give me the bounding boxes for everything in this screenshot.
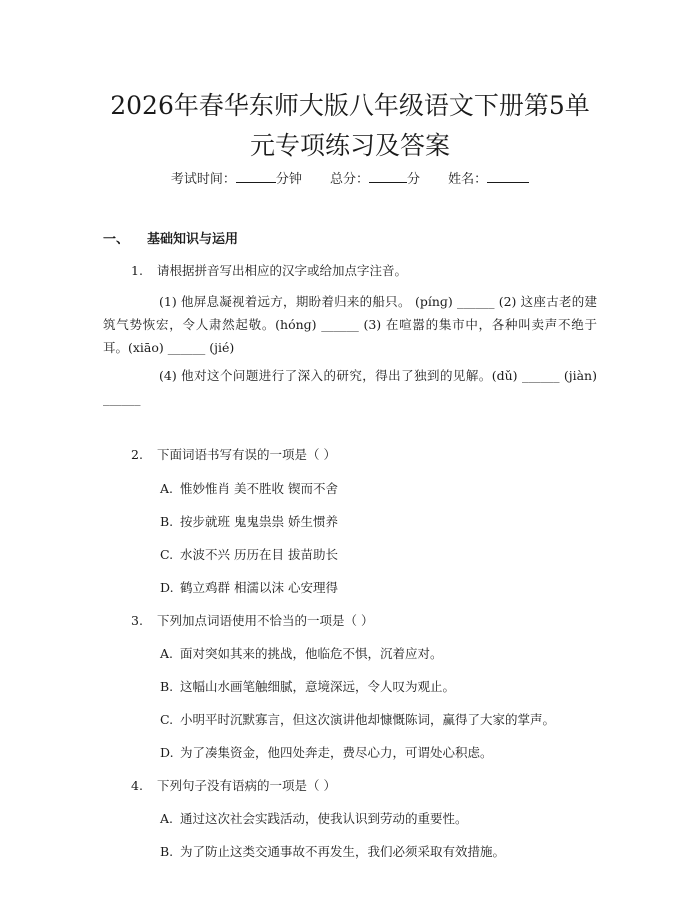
score-label: 总分：	[329, 172, 369, 187]
question-1-part-2: (4) 他对这个问题进行了深入的研究，得出了独到的见解。(dǔ) ______ (jiàn) ______	[103, 368, 597, 406]
name-blank[interactable]	[487, 170, 529, 183]
option-b[interactable]	[160, 843, 505, 861]
question-text: 下列句子没有语病的一项是（ ）	[157, 778, 336, 793]
option-text: 为了凑集资金，他四处奔走，费尽心力，可谓处心积虑。	[180, 745, 493, 760]
exam-info	[0, 170, 700, 189]
option-text: 为了防止这类交通事故不再发生，我们必须采取有效措施。	[180, 844, 506, 859]
option-letter: D.	[160, 580, 174, 595]
question-text: 请根据拼音写出相应的汉字或给加点字注音。	[157, 263, 408, 278]
option-d[interactable]	[160, 744, 493, 762]
option-letter: A.	[160, 811, 174, 826]
option-c[interactable]	[160, 546, 338, 564]
option-letter: C.	[160, 712, 174, 727]
time-blank[interactable]	[236, 170, 276, 183]
option-letter: B.	[160, 679, 174, 694]
time-label: 考试时间：	[170, 172, 236, 187]
question-number: 4.	[131, 778, 143, 793]
section-heading	[103, 231, 238, 249]
option-b[interactable]	[160, 513, 338, 531]
question-1	[131, 262, 407, 280]
option-letter: D.	[160, 745, 174, 760]
option-text: 通过这次社会实践活动，使我认识到劳动的重要性。	[180, 811, 468, 826]
option-a[interactable]	[160, 645, 443, 663]
option-b[interactable]	[160, 678, 455, 696]
score-blank[interactable]	[369, 170, 407, 183]
section-number: 一、	[103, 232, 130, 247]
exam-time	[171, 172, 306, 187]
option-text: 惟妙惟肖 美不胜收 锲而不舍	[180, 481, 338, 496]
option-text: 小明平时沉默寡言，但这次演讲他却慷慨陈词，赢得了大家的掌声。	[180, 712, 556, 727]
name-label: 姓名：	[448, 172, 488, 187]
option-letter: B.	[160, 514, 174, 529]
section-title: 基础知识与运用	[147, 232, 239, 247]
question-3	[131, 612, 373, 630]
time-unit: 分钟	[275, 172, 302, 187]
option-text: 面对突如其来的挑战，他临危不惧，沉着应对。	[180, 646, 443, 661]
option-letter: A.	[160, 646, 174, 661]
option-letter: B.	[160, 844, 174, 859]
score-unit: 分	[407, 172, 421, 187]
option-text: 水波不兴 历历在目 拔苗助长	[180, 547, 338, 562]
question-number: 2.	[131, 447, 143, 462]
option-text: 按步就班 鬼鬼祟祟 娇生惯养	[180, 514, 338, 529]
exam-score	[330, 172, 424, 187]
question-text: 下列加点词语使用不恰当的一项是（ ）	[157, 613, 374, 628]
option-text: 鹤立鸡群 相濡以沫 心安理得	[180, 580, 338, 595]
question-4	[131, 777, 336, 795]
option-d[interactable]	[160, 579, 338, 597]
question-number: 3.	[131, 613, 143, 628]
exam-name	[448, 172, 529, 187]
option-a[interactable]	[160, 480, 338, 498]
option-a[interactable]	[160, 810, 468, 828]
option-letter: C.	[160, 547, 174, 562]
option-c[interactable]	[160, 711, 555, 729]
question-number: 1.	[131, 263, 143, 278]
question-2	[131, 446, 336, 464]
question-text: 下面词语书写有误的一项是（ ）	[157, 447, 336, 462]
option-text: 这幅山水画笔触细腻，意境深远，令人叹为观止。	[180, 679, 456, 694]
option-letter: A.	[160, 481, 174, 496]
question-1-part-1: (1) 他屏息凝视着远方，期盼着归来的船只。 (pínɡ) ______ (2) 这座古老的建筑气势恢宏，令人肃然起敬。(hónɡ) ______ (3) 在喧嚣的集市中，各种叫卖声不绝于耳。(xiāo) ______ (jié)	[103, 294, 597, 355]
page-title: 2026年春华东师大版八年级语文下册第5单元专项练习及答案	[110, 91, 590, 160]
